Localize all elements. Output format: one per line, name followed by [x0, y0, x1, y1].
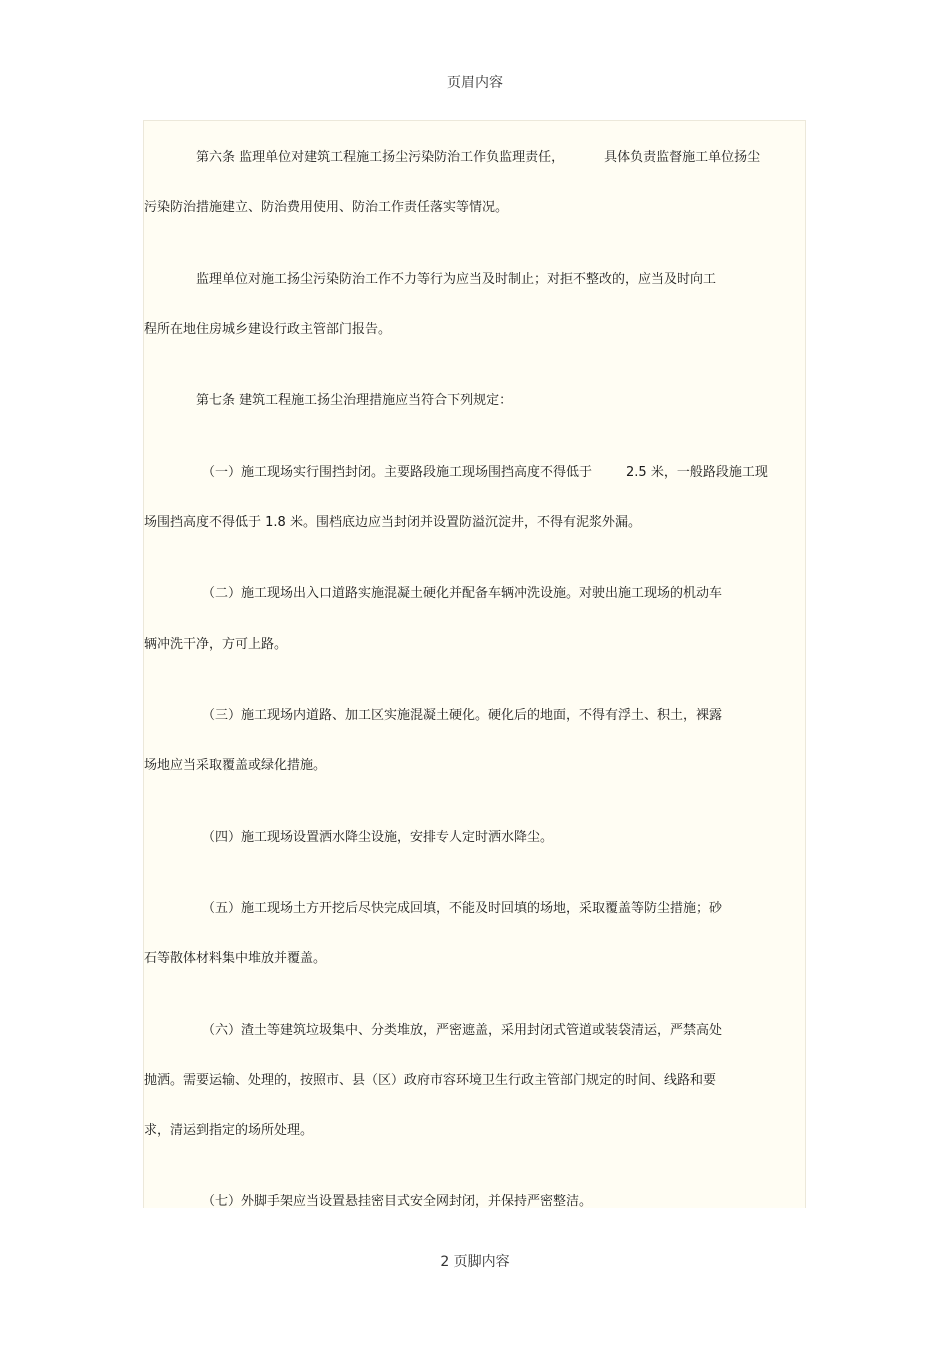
text-line-item1-1: （一）施工现场实行围挡封闭。主要路段施工现场围挡高度不得低于 2.5 米，一般路段施工现	[202, 465, 768, 480]
text-line-item3-1: （三）施工现场内道路、加工区实施混凝土硬化。硬化后的地面，不得有浮土、积土，裸露	[202, 708, 723, 723]
text-line-supervision-2: 程所在地住房城乡建设行政主管部门报告。	[144, 322, 392, 337]
text-line-supervision-1: 监理单位对施工扬尘污染防治工作不力等行为应当及时制止；对拒不整改的，应当及时向工	[196, 272, 717, 287]
text-line-item5-2: 石等散体材料集中堆放并覆盖。	[144, 951, 327, 966]
text-line-article7: 第七条 建筑工程施工扬尘治理措施应当符合下列规定：	[196, 393, 513, 408]
text-line-item5-1: （五）施工现场土方开挖后尽快完成回填，不能及时回填的场地，采取覆盖等防尘措施；砂	[202, 901, 723, 916]
text-line-item3-2: 场地应当采取覆盖或绿化措施。	[144, 758, 327, 773]
text-line-item6-1: （六）渣土等建筑垃圾集中、分类堆放，严密遮盖，采用封闭式管道或装袋清运，严禁高处	[202, 1023, 723, 1038]
text-line-item2-2: 辆冲洗干净，方可上路。	[144, 637, 288, 652]
document-body	[143, 120, 806, 1208]
text-line-item7: （七）外脚手架应当设置悬挂密目式安全网封闭，并保持严密整洁。	[202, 1194, 593, 1208]
text-line-article6-1: 第六条 监理单位对建筑工程施工扬尘污染防治工作负监理责任， 具体负责监督施工单位扬尘	[196, 150, 761, 165]
page-footer: 2 页脚内容	[440, 1254, 510, 1270]
text-line-article6-2: 污染防治措施建立、防治费用使用、防治工作责任落实等情况。	[144, 200, 509, 215]
text-line-item4: （四）施工现场设置洒水降尘设施，安排专人定时洒水降尘。	[202, 830, 554, 845]
text-line-item6-3: 求，清运到指定的场所处理。	[144, 1123, 314, 1138]
text-line-item1-2: 场围挡高度不得低于 1.8 米。围档底边应当封闭并设置防溢沉淀井，不得有泥浆外漏。	[144, 515, 641, 530]
text-line-item6-2: 抛洒。需要运输、处理的，按照市、县（区）政府市容环境卫生行政主管部门规定的时间、线路和要	[144, 1073, 717, 1088]
page-header: 页眉内容	[447, 75, 503, 91]
text-line-item2-1: （二）施工现场出入口道路实施混凝土硬化并配备车辆冲洗设施。对驶出施工现场的机动车	[202, 586, 723, 601]
